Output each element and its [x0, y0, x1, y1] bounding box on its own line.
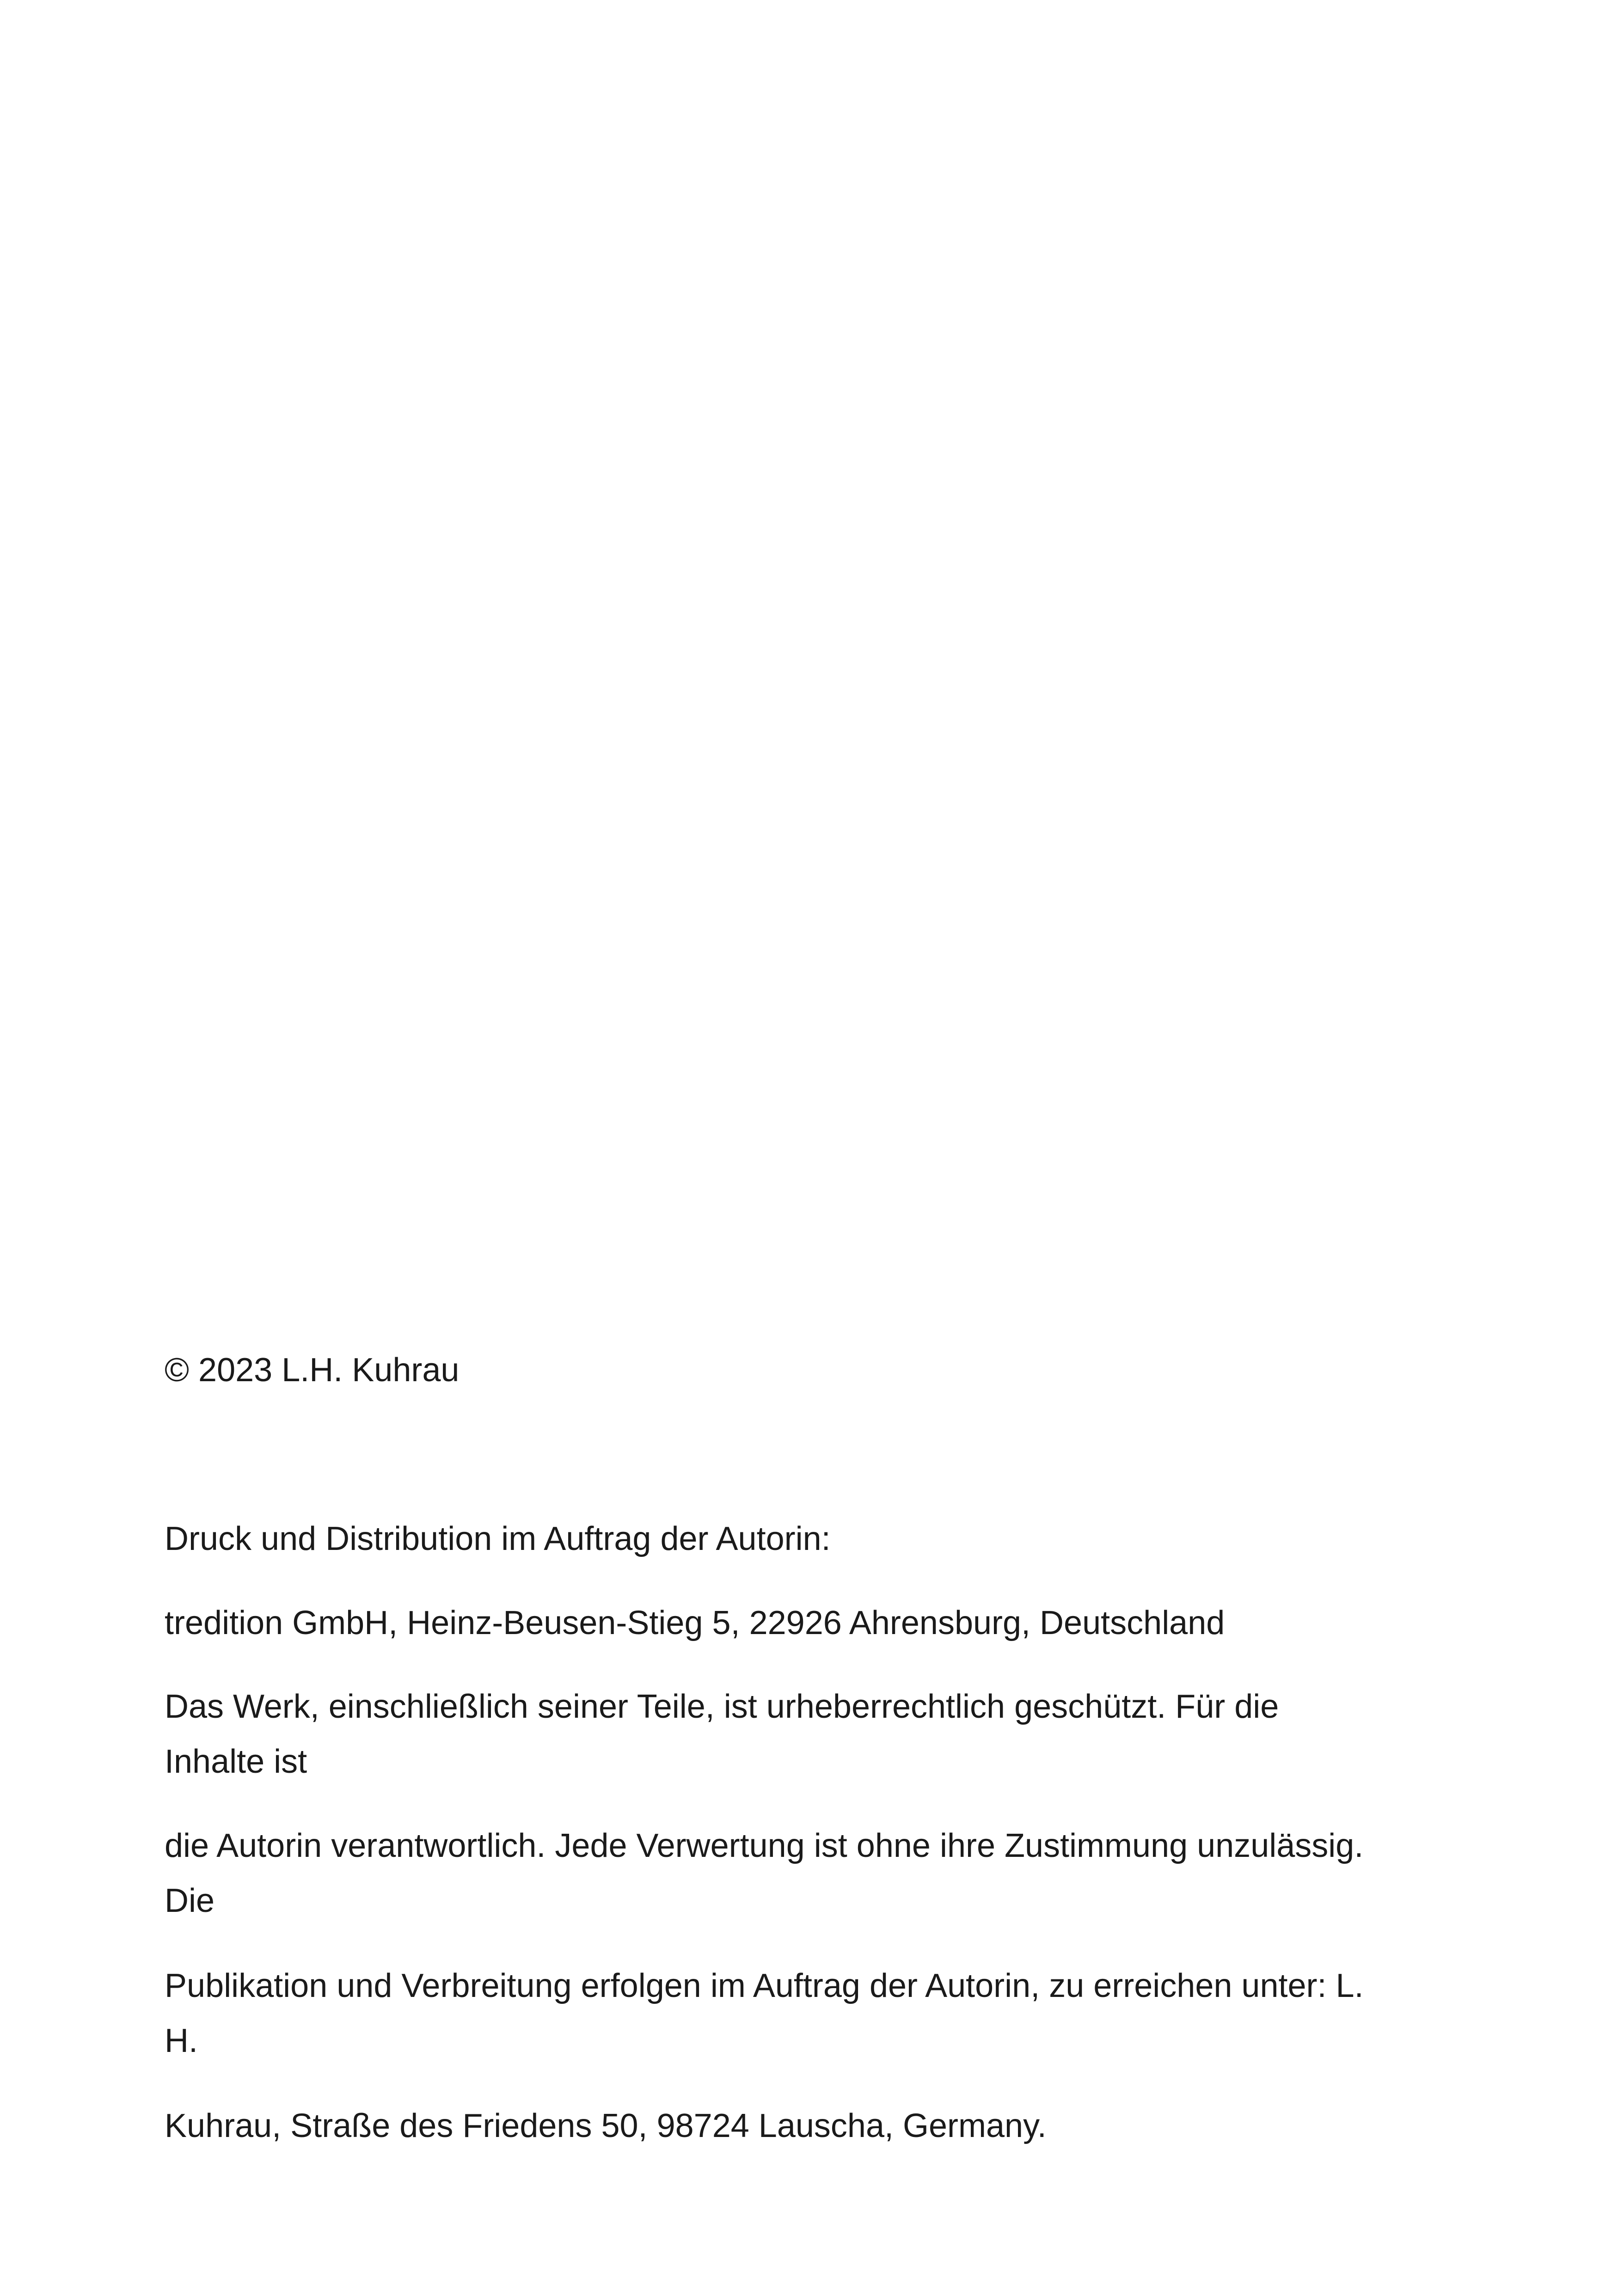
paragraph-line: Publikation und Verbreitung erfolgen im Auftrag der Autorin, zu erreichen unter: L. — [165, 1967, 1364, 2004]
author-responsibility-paragraph — [165, 1818, 1363, 1929]
paragraph-line: Inhalte ist — [165, 1743, 307, 1780]
print-distribution-line: Druck und Distribution im Auftrag der Autorin: — [165, 1520, 831, 1557]
publisher-address-line: tredition GmbH, Heinz-Beusen-Stieg 5, 22926 Ahrensburg, Deutschland — [165, 1604, 1225, 1641]
publication-contact-paragraph — [165, 1959, 1364, 2069]
paragraph-line: H. — [165, 2022, 198, 2059]
copyright-notice: © 2023 L.H. Kuhrau — [165, 1352, 460, 1389]
author-address-line: Kuhrau, Straße des Friedens 50, 98724 Lauscha, Germany. — [165, 2107, 1047, 2144]
paragraph-line: Das Werk, einschließlich seiner Teile, ist urheberrechtlich geschützt. Für die — [165, 1688, 1279, 1725]
paragraph-line: Die — [165, 1882, 215, 1919]
paragraph-line: die Autorin verantwortlich. Jede Verwertung ist ohne ihre Zustimmung unzulässig. — [165, 1827, 1364, 1864]
copyright-protection-paragraph — [165, 1679, 1279, 1789]
